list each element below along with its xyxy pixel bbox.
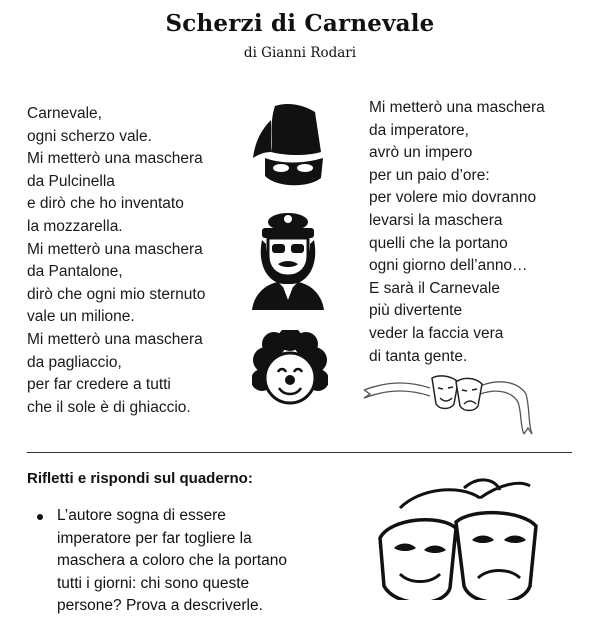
pantalone-mask-icon [248,210,328,310]
question-line: imperatore per far togliere la [57,529,252,547]
pulcinella-mask-icon [247,100,327,190]
poem-line: Mi metterò una maschera [27,240,203,258]
bullet-icon [37,514,43,520]
poem-line: per far credere a tutti [27,376,171,394]
questions-title: Rifletti e rispondi sul quaderno: [27,470,253,487]
section-divider [27,452,572,453]
poem-line: ogni giorno dell’anno… [369,257,528,275]
poem-line: Mi metterò una maschera [27,330,203,348]
question-line: L’autore sogna di essere [57,507,226,524]
page-title: Scherzi di Carnevale [165,10,435,37]
author-byline: di Gianni Rodari [243,45,357,61]
question-line: tutti i giorni: chi sono queste [57,574,250,592]
poem-line: E sarà il Carnevale [369,279,500,297]
poem-line: più divertente [369,302,463,320]
poem-line: Mi metterò una maschera [27,150,203,168]
question-line: maschera a coloro che la portano [57,552,288,570]
poem-line: di tanta gente. [369,347,468,365]
poem-line: veder la faccia vera [369,324,504,342]
poem-line: ogni scherzo vale. [27,127,152,145]
poem-line: da imperatore, [369,121,469,139]
poem-line: per volere mio dovranno [369,189,537,207]
poem-line: Mi metterò una maschera [369,99,545,116]
theater-masks-banner-icon [360,368,540,440]
question-line: persone? Prova a descriverle. [57,597,263,615]
poem-line: da Pulcinella [27,172,115,190]
poem-line: da Pantalone, [27,263,123,281]
poem-line: levarsi la maschera [369,211,503,229]
poem-line: avrò un impero [369,144,473,162]
poem-line: che il sole è di ghiaccio. [27,398,191,416]
clown-face-icon [252,330,328,412]
poem-line: Carnevale, [27,105,102,122]
question-item [37,505,317,618]
poem-line: vale un milione. [27,308,135,326]
poem-left-column [27,103,205,419]
poem-line: e dirò che ho inventato [27,195,184,213]
poem-right-column [369,97,545,368]
theater-masks-large-icon [360,478,560,600]
poem-line: la mozzarella. [27,217,123,235]
questions-list [37,505,317,618]
poem-line: dirò che ogni mio sternuto [27,285,206,303]
poem-line: per un paio d’ore: [369,166,490,184]
poem-line: quelli che la portano [369,234,508,252]
poem-line: da pagliaccio, [27,353,122,371]
